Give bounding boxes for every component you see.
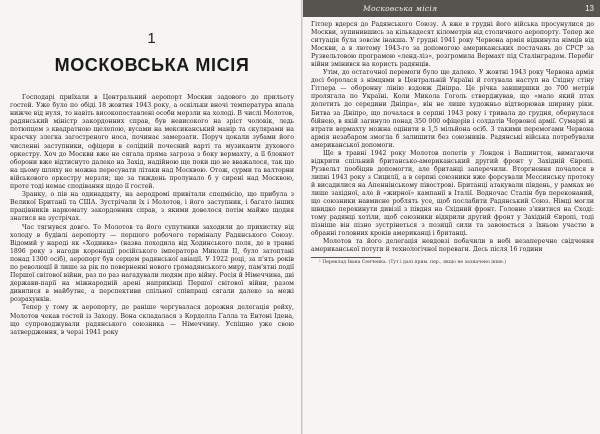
paragraph: Ще в травні 1942 року Молотов полетів у Лондон і Вашингтон, вимагаючи відкрити спільний британсько-американський другий фронт у Західній Європі. Рузвельт пообіцяв допомогти, але британці заперечили. Вторгнення почалося в липні 1943 року з Сицилії, а в серпні союзники вже форсували Мессинську протоку й висадилися на Апеннінському півострові. Британці атакували південь, у рамках не лише західної, але й «жирної» кампанії в Італії. Водночас Сталін був переконаний, що союзники навмисне роблять усе, щоб послабити Радянський Союз. Німці могли швидко перекинути дивізії з півдня на Східний фронт. Головне з'явитися на Сході: тому радянці хотіли, щоб союзники відкрили другий фронт у Західній Європі, тоді пізніше він пізно зустрінеться з позиції сили та завоюється з їхньою участю в обранні головних кроків американці і британці. bbox=[311, 149, 594, 238]
running-header bbox=[303, 0, 600, 17]
footnote: ¹ Переклад Івана Сенченка. (Тут і далі прим. пер., якщо не зазначено інше.) bbox=[319, 260, 506, 266]
chapter-title: МОСКОВСЬКА МІСІЯ bbox=[54, 55, 250, 75]
right-page-body bbox=[311, 21, 594, 266]
right-page bbox=[303, 0, 600, 434]
paragraph: Зранку, о пів на одинадцяту, на аеродромі привітали спецмісію, що прибула з Великої Британії та США. Зустрічали їх і Молотов, і його заступник, і багато інших працівників наркомату закордонних справ, з якими довелося потім майже щодня знатися на зустрічах. bbox=[10, 191, 294, 223]
paragraph: Тепер у тому ж аеропорту, де раніше чергувалася дорожня делегація рейху, Молотов чекав гостей із Заходу. Вона складалася з Корделла Галла та Ентоні Ідена, що супроводжували радянського союзника — Німеччину. Успішно уже свою затвердження, в черзі 1941 року bbox=[10, 304, 294, 336]
chapter-number: 1 bbox=[147, 30, 157, 47]
paragraph: Молотов та його делегація невдовзі побачили в небі незаперечне свідчення американської потуги й технологічної переваги. Десь після 16 години bbox=[311, 238, 594, 254]
page-number: 13 bbox=[585, 4, 594, 13]
running-title: Московська місія bbox=[363, 4, 438, 13]
paragraph: Гітлер вдерся до Радянського Союзу. А вже в грудні його війська просунулися до Москви, зупинившись за кількадесят кілометрів від столичного аеропорту. Тепер же ситуація була зовсім інакша. У грудні 1941 року Червона армія відкинула німців від Москви, а в лютому 1943-го за допомогою американських постачань до СРСР за Рузвельтовою програмою «ленд-ліз», розгромила Вермахт під Сталінградом. Перебіг війни змінився на користь радянців. bbox=[311, 21, 594, 69]
left-page-body bbox=[10, 94, 294, 337]
paragraph: Господарі приїхали в Центральний аеропорт Москви задового до прильоту гостей. Уже було по обіді 18 жовтня 1943 року, а оскільки вночі температура впала нижче від нуля, то навіть високопоставлені особи мерзли на холоді. В числі Молотов, радянський міністр закордонних справ, був невисокого на зріст чоловік, ледь потюпцем з квадратною щелепою, вусами на мексиканський манір та скулярами на красчку злегка загострeного носа, починає замерзати. Поруч цокали зубами його численні заступники, офіцери в солідній почесний варті та музиканти духового оркестру. Хоч до Москви вже не сягала пряма загроза з боку вермахту, а її блокнот оборони вже відтиснуто далеко на Захід, надійною ще поки що не вважалося, так що на цьому шляху не можна пересувати літаки над Москвою. Отож, сурми та валторни військового оркестру мерзли; ще за тиждень пролунало б у сирені над Москвою, проте тоді немає сподівання щодо її гостей. bbox=[10, 94, 294, 191]
paragraph: Утім, до остаточної перемоги було ще далеко. У жовтні 1943 року Червона армія досі боролася з німцями в Центральній Україні й готувала наступ на Східну стіну Гітлера — оборонну лінію вздовж Дніпра. Це річка завширшки до 700 метрів пролягала по Україні. Коли Микола Гоголь стверджував, що «мало який птах долетить до середини Дніпра», він не лише художньо відтворював ширину ріки. Битва за Дніпро, що почалася в серпні 1943 року і тривала до грудня, обернулася бійнею, в якій загинуло понад 350 000 офіцерів і солдатів Червоної армії. Сумарні ж втрати вермахту можна оцінити в 1,5 мільйона осіб. З такими перемогами Червона армія незабаром змогла б залишити без союзників. Радянські війська потребували американської допомоги. bbox=[311, 69, 594, 149]
footnote-divider bbox=[311, 257, 381, 258]
paragraph: Час тягнувся довго. То Молотов та його супутники заходили до прихистку від холоду в будівлі аеропорту — першого робочого терміналу Радянського Союзу. Відомий у народі як «Ходинка» (назва походила від Ходинського поля, де в травні 1896 року з нагоди коронації російського імператора Миколи II, було затоптані понад 1300 осіб), аеропорт був серцем радянської авіації. У 1922 році, за п'ять років по революції й лише за рік по поверненні нового громадянського миру, пам'ятні події Першої світової війни, раз по раз нагадували людям про війну. Росія й Німеччина, дві держави-парії на міжнародній арені наприкінці Першої світової війни, разом дивилися в майбутнє, а перспективи спільної співпраці сягали далеко за межі розрахунків. bbox=[10, 223, 294, 304]
